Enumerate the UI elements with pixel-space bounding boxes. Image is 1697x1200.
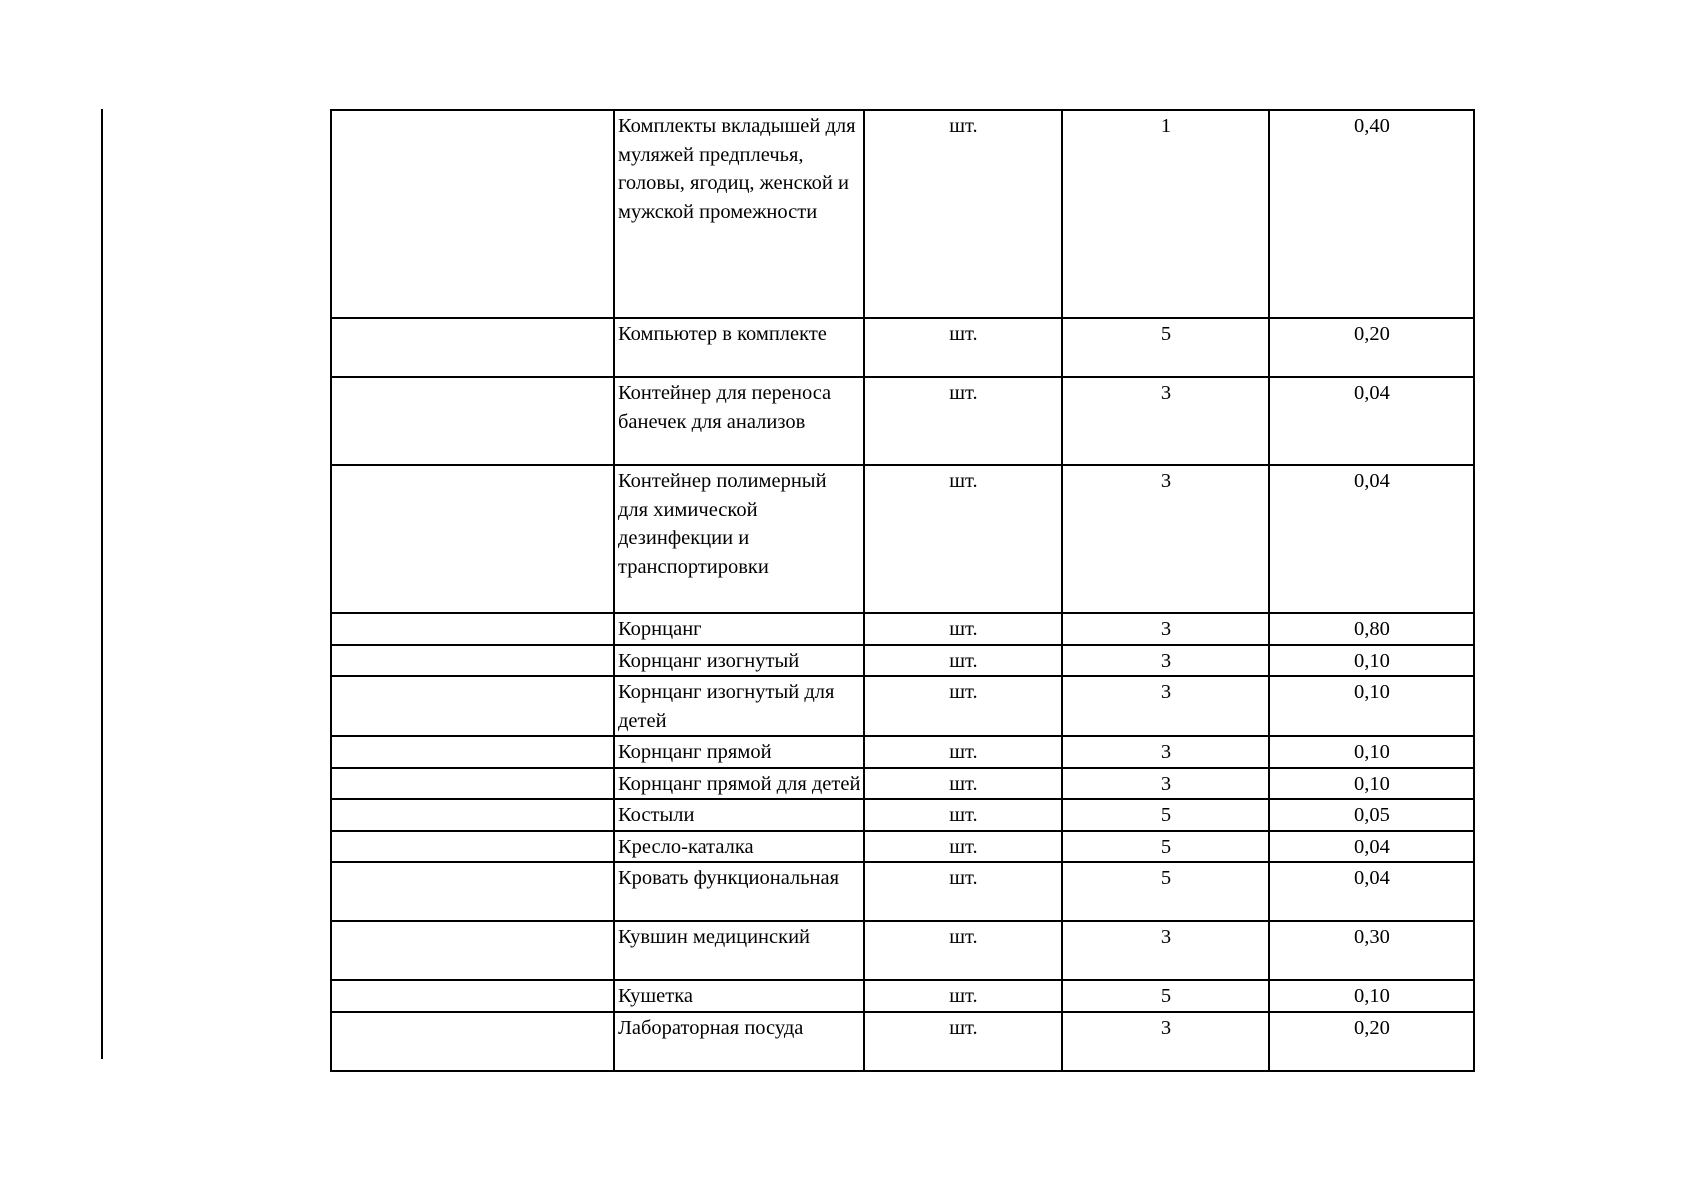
unit-cell: шт. bbox=[864, 318, 1062, 377]
quantity-cell: 5 bbox=[1062, 318, 1269, 377]
table-row bbox=[331, 1012, 1474, 1071]
coefficient-cell: 0,80 bbox=[1269, 613, 1474, 645]
table-row bbox=[331, 676, 1474, 736]
empty-cell bbox=[331, 862, 614, 921]
empty-cell bbox=[331, 465, 614, 613]
coefficient-cell: 0,05 bbox=[1269, 799, 1474, 831]
coefficient-cell: 0,10 bbox=[1269, 980, 1474, 1012]
coefficient-cell: 0,04 bbox=[1269, 862, 1474, 921]
item-name-cell bbox=[614, 768, 864, 800]
unit-cell: шт. bbox=[864, 110, 1062, 318]
quantity-cell: 3 bbox=[1062, 465, 1269, 613]
table-row bbox=[331, 613, 1474, 645]
coefficient-cell: 0,10 bbox=[1269, 676, 1474, 736]
quantity-cell: 5 bbox=[1062, 862, 1269, 921]
item-name-cell: Корнцанг изогнутый для детей bbox=[614, 676, 864, 736]
empty-cell bbox=[331, 768, 614, 800]
table-row bbox=[331, 921, 1474, 980]
table-row bbox=[331, 110, 1474, 318]
quantity-cell: 3 bbox=[1062, 736, 1269, 768]
quantity-cell: 1 bbox=[1062, 110, 1269, 318]
item-name-cell: Комплекты вкладышей для муляжей предплечья, головы, ягодиц, женской и мужской промежности bbox=[614, 110, 864, 318]
unit-cell: шт. bbox=[864, 736, 1062, 768]
item-name-cell: Контейнер полимерный для химической дезинфекции и транспортировки bbox=[614, 465, 864, 613]
coefficient-cell: 0,20 bbox=[1269, 1012, 1474, 1071]
table-row bbox=[331, 465, 1474, 613]
empty-cell bbox=[331, 921, 614, 980]
unit-cell: шт. bbox=[864, 980, 1062, 1012]
coefficient-cell: 0,04 bbox=[1269, 831, 1474, 863]
empty-cell bbox=[331, 1012, 614, 1071]
item-name-cell: Корнцанг bbox=[614, 613, 864, 645]
table-row bbox=[331, 799, 1474, 831]
empty-cell bbox=[331, 736, 614, 768]
unit-cell: шт. bbox=[864, 377, 1062, 465]
page-margin-line bbox=[101, 109, 103, 1059]
unit-cell: шт. bbox=[864, 465, 1062, 613]
coefficient-cell: 0,20 bbox=[1269, 318, 1474, 377]
unit-cell: шт. bbox=[864, 645, 1062, 677]
coefficient-cell: 0,10 bbox=[1269, 736, 1474, 768]
item-name-cell: Корнцанг изогнутый bbox=[614, 645, 864, 677]
unit-cell: шт. bbox=[864, 799, 1062, 831]
table-row bbox=[331, 736, 1474, 768]
unit-cell: шт. bbox=[864, 613, 1062, 645]
coefficient-cell: 0,30 bbox=[1269, 921, 1474, 980]
unit-cell: шт. bbox=[864, 768, 1062, 800]
item-name-cell: Кровать функциональная bbox=[614, 862, 864, 921]
item-name-cell: Лабораторная посуда bbox=[614, 1012, 864, 1071]
coefficient-cell: 0,10 bbox=[1269, 768, 1474, 800]
quantity-cell: 3 bbox=[1062, 377, 1269, 465]
quantity-cell: 3 bbox=[1062, 768, 1269, 800]
table-row bbox=[331, 377, 1474, 465]
item-name-cell: Компьютер в комплекте bbox=[614, 318, 864, 377]
item-name-cell: Кувшин медицинский bbox=[614, 921, 864, 980]
item-name-cell: Кушетка bbox=[614, 980, 864, 1012]
empty-cell bbox=[331, 645, 614, 677]
equipment-table bbox=[330, 109, 1475, 1072]
unit-cell: шт. bbox=[864, 1012, 1062, 1071]
empty-cell bbox=[331, 613, 614, 645]
quantity-cell: 3 bbox=[1062, 921, 1269, 980]
coefficient-cell: 0,04 bbox=[1269, 377, 1474, 465]
quantity-cell: 5 bbox=[1062, 980, 1269, 1012]
quantity-cell: 3 bbox=[1062, 613, 1269, 645]
table-row bbox=[331, 318, 1474, 377]
quantity-cell: 5 bbox=[1062, 831, 1269, 863]
quantity-cell: 5 bbox=[1062, 799, 1269, 831]
quantity-cell: 3 bbox=[1062, 645, 1269, 677]
item-name-text: Корнцанг прямой для детей bbox=[618, 772, 861, 795]
table-row bbox=[331, 645, 1474, 677]
item-name-cell: Костыли bbox=[614, 799, 864, 831]
empty-cell bbox=[331, 980, 614, 1012]
empty-cell bbox=[331, 676, 614, 736]
coefficient-cell: 0,10 bbox=[1269, 645, 1474, 677]
unit-cell: шт. bbox=[864, 921, 1062, 980]
coefficient-cell: 0,40 bbox=[1269, 110, 1474, 318]
unit-cell: шт. bbox=[864, 862, 1062, 921]
item-name-cell: Корнцанг прямой bbox=[614, 736, 864, 768]
quantity-cell: 3 bbox=[1062, 1012, 1269, 1071]
quantity-cell: 3 bbox=[1062, 676, 1269, 736]
table-row bbox=[331, 862, 1474, 921]
item-name-cell: Кресло-каталка bbox=[614, 831, 864, 863]
table-row bbox=[331, 980, 1474, 1012]
unit-cell: шт. bbox=[864, 676, 1062, 736]
item-name-cell: Контейнер для переноса банечек для анализов bbox=[614, 377, 864, 465]
empty-cell bbox=[331, 318, 614, 377]
empty-cell bbox=[331, 110, 614, 318]
table-row bbox=[331, 831, 1474, 863]
empty-cell bbox=[331, 799, 614, 831]
table-row bbox=[331, 768, 1474, 800]
empty-cell bbox=[331, 831, 614, 863]
unit-cell: шт. bbox=[864, 831, 1062, 863]
coefficient-cell: 0,04 bbox=[1269, 465, 1474, 613]
empty-cell bbox=[331, 377, 614, 465]
